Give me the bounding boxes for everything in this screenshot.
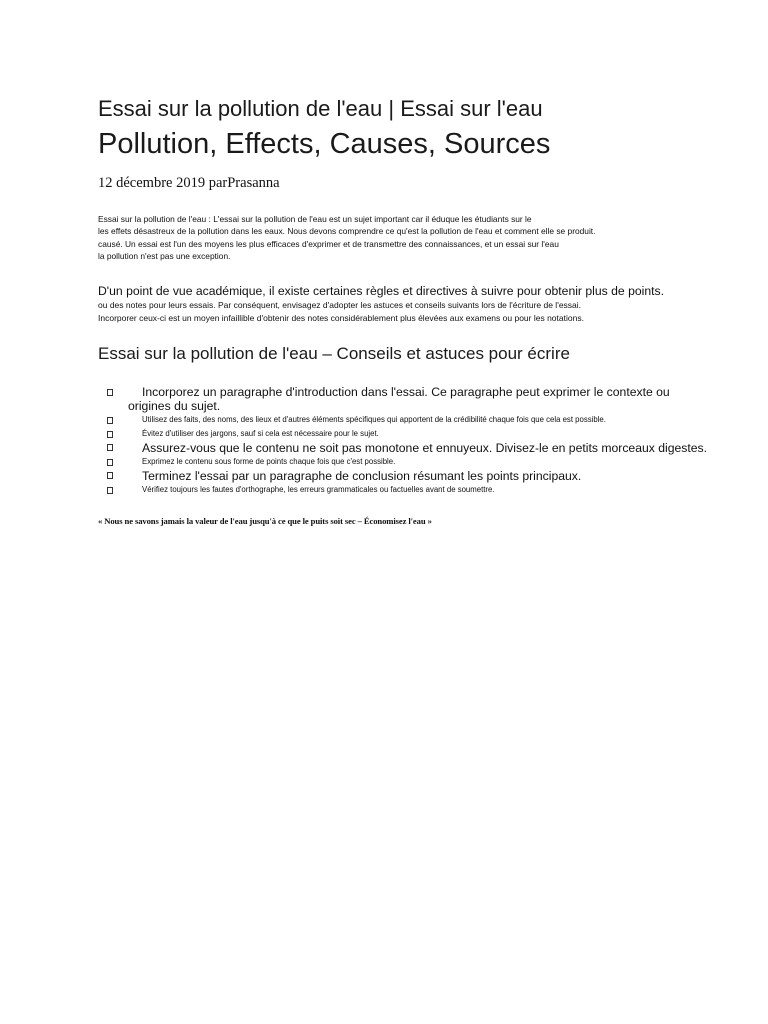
tip-text: Assurez-vous que le contenu ne soit pas monotone et ennuyeux. Divisez-le en petits morceaux digestes. <box>142 441 708 455</box>
bullet-box-icon <box>107 417 113 424</box>
page-title-line-2: Pollution, Effects, Causes, Sources <box>98 128 551 160</box>
list-item <box>98 386 698 413</box>
tip-text: Évitez d'utiliser des jargons, sauf si cela est nécessaire pour le sujet. <box>142 429 379 438</box>
academic-line: ou des notes pour leurs essais. Par conséquent, envisagez d'adopter les astuces et conseils suivants lors de l'écriture de l'essai. <box>98 300 582 310</box>
bullet-box-icon <box>107 444 113 451</box>
bullet-box-icon <box>107 431 113 438</box>
bullet-box-icon <box>107 389 113 396</box>
page-title-line-1: Essai sur la pollution de l'eau | Essai sur l'eau <box>98 96 543 121</box>
byline: 12 décembre 2019 parPrasanna <box>98 175 280 191</box>
intro-line: causé. Un essai est l'un des moyens les plus efficaces d'exprimer et de transmettre des connaissances, et un essai sur l'eau <box>98 238 559 249</box>
academic-line: Incorporer ceux-ci est un moyen infaillible d'obtenir des notes considérablement plus élevées aux examens ou pour les notations. <box>98 312 584 323</box>
tip-text: Vérifiez toujours les fautes d'orthographe, les erreurs grammaticales ou factuelles avant de soumettre. <box>142 485 495 494</box>
academic-lead: D'un point de vue académique, il existe certaines règles et directives à suivre pour obtenir plus de points. <box>98 284 664 298</box>
tips-heading: Essai sur la pollution de l'eau – Conseils et astuces pour écrire <box>98 344 570 363</box>
list-item <box>98 455 698 469</box>
intro-line: Essai sur la pollution de l'eau : L'essai sur la pollution de l'eau est un sujet important car il éduque les étudiants sur le <box>98 214 532 224</box>
tip-text: Exprimez le contenu sous forme de points chaque fois que c'est possible. <box>142 457 396 466</box>
list-item <box>98 483 698 497</box>
tip-text: Terminez l'essai par un paragraphe de conclusion résumant les points principaux. <box>142 469 582 483</box>
list-item <box>98 441 708 455</box>
bullet-box-icon <box>107 459 113 466</box>
intro-line: les effets désastreux de la pollution dans les eaux. Nous devons comprendre ce qu'est la pollution de l'eau et comment elle se produit. <box>98 226 596 237</box>
tip-text: Utilisez des faits, des noms, des lieux et d'autres éléments spécifiques qui apportent de la crédibilité chaque fois que cela est possible. <box>142 415 606 424</box>
bullet-box-icon <box>107 472 113 479</box>
closing-quote: « Nous ne savons jamais la valeur de l'eau jusqu'à ce que le puits soit sec – Économisez l'eau » <box>98 516 432 526</box>
tip-text-continued: origines du sujet. <box>128 398 221 413</box>
list-item <box>98 469 698 483</box>
intro-paragraph <box>98 213 595 262</box>
academic-paragraph <box>98 284 664 324</box>
bullet-box-icon <box>107 487 113 494</box>
intro-line: la pollution n'est pas une exception. <box>98 250 231 261</box>
tip-text: Incorporez un paragraphe d'introduction dans l'essai. Ce paragraphe peut exprimer le contexte ou <box>142 385 670 399</box>
list-item <box>98 413 698 427</box>
tips-list <box>98 385 708 497</box>
list-item <box>98 427 698 441</box>
